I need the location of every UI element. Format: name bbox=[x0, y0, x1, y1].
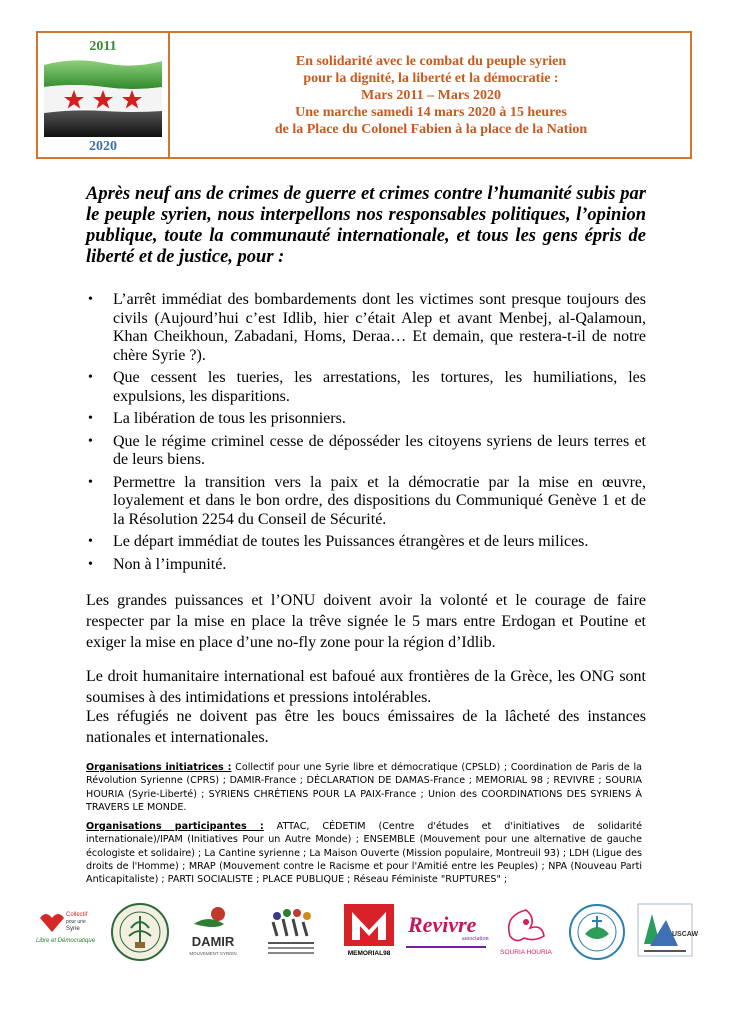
damir-wordmark: DAMIR bbox=[191, 934, 235, 949]
list-item bbox=[86, 410, 646, 429]
bullet-icon: • bbox=[88, 411, 93, 426]
collectif-line: pour une bbox=[66, 919, 86, 925]
list-item bbox=[86, 369, 646, 406]
uscaw-wordmark: USCAW bbox=[672, 931, 699, 938]
year-start: 2011 bbox=[89, 39, 117, 54]
memorial98-logo bbox=[340, 902, 398, 962]
header-line: Une marche samedi 14 mars 2020 à 15 heures bbox=[295, 105, 567, 120]
list-item-text: Non à l’impunité. bbox=[113, 555, 227, 573]
damir-tagline: MOUVEMENT SYRIEN bbox=[189, 951, 237, 956]
list-item bbox=[86, 474, 646, 530]
list-item-text: Permettre la transition vers la paix et la démocratie par la mise en œuvre, loyalement et dans le bon ordre, des dispositions du Communiqué Genève 1 et de la Résolution 2254 du Conseil de Sécurité. bbox=[113, 473, 646, 528]
orgs-participantes-text: ATTAC, CÉDETIM (Centre d'études et d'initiatives de solidarité internationale)/IPAM (Initiatives Pour un Autre Monde) ; ENSEMBLE (Mouvement pour une alternative de gauche écologiste et solidaire) ; La Cantine syrienne ; La Maison Ouverte (Mission populaire, Montreuil 93) ; LDH (Ligue des droits de l'Homme) ; MRAP (Mouvement contre le Racisme et pour l'Amitié entre les Peuples) ; NPA (Nouveau Parti Anticapitaliste) ; PARTI SOCIALISTE ; PLACE PUBLIQUE ; Réseau Féministe "RUPTURES" ; bbox=[86, 821, 643, 886]
organisations-initiatrices bbox=[86, 761, 642, 814]
damir-logo bbox=[182, 902, 244, 962]
list-item bbox=[86, 533, 646, 552]
souria-houria-wordmark: SOURIA HOURIA bbox=[500, 949, 552, 956]
list-item-text: Que cessent les tueries, les arrestations, les tortures, les humiliations, les expulsions, les disparitions. bbox=[113, 369, 646, 405]
syriens-chretiens-logo bbox=[568, 902, 626, 962]
orgs-initiatrices-text: Collectif pour une Syrie libre et démocratique (CPSLD) ; Coordination de Paris de la Révolution Syrienne (CPRS) ; DAMIR-France ; DÉCLARATION DE DAMAS-France ; MEMORIAL 98 ; REVIVRE ; SOURIA HOURIA (Syrie-Liberté) ; SYRIENS CHRÉTIENS POUR LA PAIX-France ; Union des COORDINATIONS DES SYRIENS À TRAVERS LE MONDE. bbox=[86, 762, 642, 813]
bullet-icon: • bbox=[88, 534, 93, 549]
event-announcement bbox=[170, 53, 692, 138]
revivre-logo bbox=[402, 902, 490, 962]
bullet-icon: • bbox=[88, 433, 93, 449]
flag-panel bbox=[38, 33, 170, 157]
orgs-participantes-label: Organisations participantes : bbox=[86, 821, 264, 832]
header-line: de la Place du Colonel Fabien à la place de la Nation bbox=[274, 122, 588, 137]
bullet-icon: • bbox=[88, 370, 93, 385]
bullet-icon: • bbox=[88, 556, 93, 572]
revivre-tagline: association bbox=[462, 936, 489, 942]
memorial98-wordmark: MEMORIAL98 bbox=[347, 950, 391, 957]
paragraph-refugees: Les réfugiés ne doivent pas être les boucs émissaires de la lâcheté des instances nationales et internationales. bbox=[86, 708, 646, 746]
intro-statement: Après neuf ans de crimes de guerre et crimes contre l’humanité subis par le peuple syrien, nous interpellons nos responsables politiques, l’opinion publique, toute la communauté internationale, et tous les gens épris de liberté et de justice, pour : bbox=[86, 184, 646, 267]
souria-houria-logo bbox=[492, 902, 560, 962]
demands-list bbox=[86, 291, 646, 578]
list-item-text: Le départ immédiat de toutes les Puissances étrangères et de leurs milices. bbox=[113, 533, 589, 550]
header-line: En solidarité avec le combat du peuple syrien bbox=[295, 54, 567, 69]
list-item bbox=[86, 433, 646, 470]
header-line: pour la dignité, la liberté et la démocratie : bbox=[303, 71, 559, 86]
year-end: 2020 bbox=[89, 139, 117, 154]
declaration-damas-logo bbox=[260, 902, 322, 962]
list-item bbox=[86, 556, 646, 575]
collectif-line: Libre et Démocratique bbox=[36, 938, 96, 944]
orgs-initiatrices-label: Organisations initiatrices : bbox=[86, 762, 232, 773]
header-line: Mars 2011 – Mars 2020 bbox=[361, 88, 501, 103]
uscaw-logo bbox=[636, 902, 699, 962]
collectif-logo bbox=[34, 902, 104, 962]
bullet-icon: • bbox=[88, 474, 93, 490]
collectif-line: Collectif bbox=[66, 912, 88, 918]
list-item-text: Que le régime criminel cesse de déposséder les citoyens syriens de leurs terres et de leurs biens. bbox=[113, 432, 646, 468]
paragraph-great-powers: Les grandes puissances et l’ONU doivent avoir la volonté et le courage de faire respecter par la mise en place la trêve signée le 5 mars entre Erdogan et Poutine et exiger la mise en place d’une no-fly zone pour la région d’Idlib. bbox=[86, 592, 646, 651]
list-item-text: L’arrêt immédiat des bombardements dont les victimes sont presque toujours des civils (Aujourd’hui c’est Idlib, hier c’était Alep et avant Menbej, al-Qalamoun, Khan Cheikhoun, Zabadani, Homs, Deraa… Et demain, que restera-t-il de notre chère Syrie ?). bbox=[113, 291, 646, 364]
syrian-revolution-flag bbox=[44, 57, 162, 137]
paragraph-humanitarian-law: Le droit humanitaire international est bafoué aux frontières de la Grèce, les ONG sont soumises à des intimidations et pressions intolérables. bbox=[86, 668, 646, 706]
organisations-participantes bbox=[86, 820, 642, 886]
coordination-paris-logo bbox=[109, 902, 171, 962]
revivre-wordmark: Revivre bbox=[408, 912, 477, 937]
collectif-line: Syrie bbox=[66, 926, 80, 932]
partner-logos bbox=[34, 902, 699, 962]
list-item bbox=[86, 291, 646, 365]
bullet-icon: • bbox=[88, 292, 93, 307]
list-item-text: La libération de tous les prisonniers. bbox=[113, 410, 346, 427]
event-header-box bbox=[36, 31, 692, 159]
